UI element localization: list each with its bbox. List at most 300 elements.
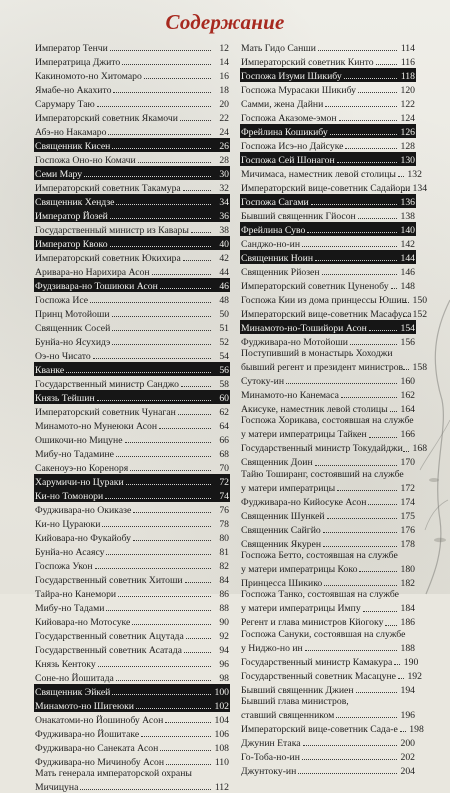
- toc-entry-page-number: 186: [400, 617, 415, 629]
- leader-dots: [368, 494, 397, 505]
- leader-dots: [159, 418, 211, 429]
- toc-entry: [240, 480, 416, 494]
- toc-entry-title: Сарумару Таю: [35, 98, 95, 110]
- leader-dots: [191, 222, 211, 233]
- toc-entry-title: Кийовара-но Фукайобу: [35, 532, 132, 544]
- toc-entry-title: Минамото-но-Тошийори Асон: [241, 322, 367, 334]
- toc-entry-page-number: 134: [412, 182, 428, 194]
- toc-entry: [240, 441, 428, 455]
- leader-dots: [315, 250, 397, 261]
- leader-dots: [122, 54, 211, 65]
- toc-entry-title: Государственный советник Хитоши: [35, 574, 183, 586]
- toc-entry: [34, 124, 230, 138]
- toc-entry-page-number: 34: [219, 196, 229, 208]
- toc-entry-title: Фудзивара-но Тошиюки Асон: [35, 280, 158, 292]
- toc-entry: [34, 768, 230, 779]
- toc-entry: [34, 502, 230, 516]
- leader-dots: [341, 387, 397, 398]
- leader-dots: [323, 536, 397, 547]
- leader-dots: [305, 640, 397, 651]
- toc-entry-page-number: 182: [400, 578, 415, 590]
- toc-entry: [240, 494, 416, 508]
- toc-entry-title: бывший регент и президент министров: [241, 362, 404, 373]
- leader-dots: [359, 561, 397, 572]
- toc-entry-page-number: 38: [219, 224, 229, 236]
- toc-entry-page-number: 106: [214, 728, 229, 740]
- leader-dots: [116, 446, 211, 457]
- toc-entry-page-number: 14: [219, 56, 229, 68]
- leader-dots: [324, 575, 397, 586]
- toc-entry-title: Императорский советник Такамура: [35, 182, 181, 194]
- toc-entry-title: Священник Доин: [241, 457, 313, 469]
- toc-entry: [240, 278, 416, 292]
- toc-entry-page-number: 42: [219, 252, 229, 264]
- toc-entry-title: Госпожа Аказоме-эмон: [241, 112, 337, 124]
- toc-entry-title: Госпожа Хорикава, состоявшая на службе: [241, 415, 414, 427]
- toc-entry: [240, 763, 416, 777]
- toc-entry: [34, 446, 230, 460]
- toc-entry-page-number: 12: [219, 42, 229, 54]
- toc-entry-title: ставший священником: [241, 710, 335, 722]
- toc-entry-page-number: 50: [219, 308, 229, 320]
- toc-entry: [34, 82, 230, 96]
- toc-entry: [240, 575, 416, 589]
- leader-dots: [66, 362, 211, 373]
- leader-dots: [144, 68, 211, 79]
- toc-entry-page-number: 162: [400, 390, 415, 401]
- leader-dots: [322, 264, 397, 275]
- toc-entry-title: Император Тенчи: [35, 42, 108, 54]
- leader-dots: [125, 432, 212, 443]
- toc-entry-title: Госпожа Кии из дома принцессы Юшин: [241, 294, 407, 306]
- leader-dots: [186, 628, 211, 639]
- toc-entry: [240, 208, 416, 222]
- toc-entry: [34, 600, 230, 614]
- toc-entry-title: Фудживара-но Йошитаке: [35, 728, 140, 740]
- toc-entry: [240, 550, 416, 561]
- toc-entry-page-number: 78: [219, 518, 229, 530]
- toc-entry-page-number: 198: [409, 724, 424, 736]
- toc-entry-title: Мичимаса, наместник левой столицы: [241, 168, 396, 180]
- toc-entry-title: Фудживара-но Санеката Асон: [35, 742, 159, 754]
- toc-entry: [34, 292, 230, 306]
- toc-entry: [240, 387, 416, 401]
- leader-dots: [97, 96, 211, 107]
- toc-entry-page-number: 142: [400, 238, 415, 250]
- toc-entry: [34, 572, 230, 586]
- leader-dots: [183, 180, 211, 191]
- leader-dots: [112, 306, 211, 317]
- toc-entry: [34, 670, 230, 684]
- toc-entry: [34, 642, 230, 656]
- toc-entry-title: Императорский вице-советник Масафуса: [241, 308, 412, 320]
- toc-entry: [240, 629, 416, 640]
- leader-dots: [178, 404, 211, 415]
- toc-column-left: [34, 40, 230, 793]
- toc-entry-page-number: 164: [400, 404, 415, 415]
- toc-entry-page-number: 202: [400, 752, 415, 764]
- toc-entry-page-number: 98: [219, 672, 229, 684]
- toc-entry: [240, 138, 416, 152]
- toc-entry: [34, 362, 230, 376]
- toc-entry-page-number: 40: [219, 238, 229, 250]
- toc-entry-page-number: 118: [400, 70, 415, 82]
- toc-entry-page-number: 168: [412, 443, 428, 455]
- toc-entry-title: Государственный советник Ацутада: [35, 630, 184, 642]
- toc-entry-title: у матери императрицы Импу: [241, 603, 361, 615]
- toc-entry-page-number: 82: [219, 560, 229, 572]
- toc-entry: [34, 40, 230, 54]
- toc-entry-page-number: 146: [400, 266, 415, 278]
- toc-entry-page-number: 76: [219, 504, 229, 516]
- leader-dots: [130, 460, 211, 471]
- toc-entry-title: Фрейлина Суво: [241, 224, 306, 236]
- leader-dots: [325, 96, 397, 107]
- toc-entry: [240, 82, 416, 96]
- toc-entry-page-number: 180: [400, 564, 415, 576]
- toc-entry-title: Минамото-но Канемаса: [241, 390, 339, 401]
- toc-entry: [34, 390, 230, 404]
- toc-entry-page-number: 96: [219, 658, 229, 670]
- toc-entry-title: Императорский советник Юкихира: [35, 252, 181, 264]
- toc-entry: [34, 334, 230, 348]
- toc-entry: [34, 474, 230, 488]
- leader-dots: [398, 166, 404, 177]
- toc-entry-page-number: 166: [400, 429, 415, 441]
- leader-dots: [298, 763, 397, 774]
- leader-dots: [315, 455, 397, 466]
- toc-entry-page-number: 144: [400, 252, 415, 264]
- toc-entry: [240, 68, 416, 82]
- toc-entry-title: Государственный министр Камакура: [241, 656, 393, 668]
- toc-entry-title: Самми, жена Дайни: [241, 98, 324, 110]
- leader-dots: [318, 40, 397, 51]
- toc-entry: [240, 668, 422, 682]
- toc-entry: [34, 460, 230, 474]
- toc-entry: [34, 222, 230, 236]
- toc-entry-page-number: 32: [219, 182, 229, 194]
- toc-entry-page-number: 156: [400, 336, 415, 348]
- toc-entry: [34, 779, 230, 793]
- toc-entry: [34, 740, 230, 754]
- toc-entry: [240, 601, 416, 615]
- toc-entry: [240, 373, 416, 387]
- toc-entry-page-number: 36: [219, 210, 229, 222]
- toc-entry-title: Бывший священник Гйосон: [241, 210, 356, 222]
- toc-entry-title: Госпожа Оно-но Комачи: [35, 154, 136, 166]
- toc-entry: [240, 654, 419, 668]
- toc-entry-title: Поступивший в монастырь Хоходжи: [241, 348, 393, 359]
- toc-entry-title: Кванке: [35, 364, 65, 376]
- toc-entry: [240, 334, 416, 348]
- toc-entry: [34, 68, 230, 82]
- toc-entry-page-number: 51: [219, 322, 229, 334]
- toc-entry-page-number: 120: [400, 84, 415, 96]
- toc-entry-title: Князь Кентоку: [35, 658, 96, 670]
- leader-dots: [184, 642, 211, 653]
- leader-dots: [108, 124, 211, 135]
- toc-entry-title: у матери императрицы Коко: [241, 564, 358, 576]
- toc-entry-title: Бывший священник Джиен: [241, 684, 354, 696]
- toc-entry-page-number: 20: [219, 98, 229, 110]
- toc-entry: [34, 194, 230, 208]
- leader-dots: [80, 779, 211, 790]
- leader-dots: [166, 754, 211, 765]
- toc-entry-page-number: 48: [219, 294, 229, 306]
- toc-entry-title: Мать Гидо Санши: [241, 42, 316, 54]
- toc-entry: [34, 348, 230, 362]
- leader-dots: [385, 615, 397, 626]
- toc-entry-title: Императорский советник Цуненобу: [241, 280, 389, 292]
- toc-entry: [34, 320, 230, 334]
- toc-entry-page-number: 66: [219, 434, 229, 446]
- leader-dots: [112, 138, 211, 149]
- leader-dots: [102, 516, 211, 527]
- leader-dots: [403, 359, 409, 370]
- toc-entry: [34, 656, 230, 670]
- toc-entry-page-number: 18: [219, 84, 229, 96]
- leader-dots: [337, 152, 397, 163]
- leader-dots: [403, 292, 409, 303]
- leader-dots: [185, 572, 211, 583]
- leader-dots: [369, 320, 397, 331]
- toc-entry-title: Государственный советник Масацуне: [241, 670, 396, 682]
- toc-entry: [240, 54, 416, 68]
- toc-entry: [34, 138, 230, 152]
- toc-entry-page-number: 94: [219, 644, 229, 656]
- toc-entry: [240, 292, 428, 306]
- toc-entry: [34, 558, 230, 572]
- toc-entry-title: Сутоку-ин: [241, 376, 285, 387]
- leader-dots: [84, 166, 211, 177]
- toc-entry: [240, 222, 416, 236]
- leader-dots: [93, 348, 211, 359]
- toc-entry: [34, 208, 230, 222]
- toc-entry-title: Священник Ноин: [241, 252, 314, 264]
- leader-dots: [394, 654, 400, 665]
- toc-entry: [34, 754, 230, 768]
- toc-entry-page-number: 184: [400, 603, 415, 615]
- toc-entry-page-number: 74: [219, 490, 229, 502]
- leader-dots: [181, 376, 211, 387]
- leader-dots: [403, 441, 409, 452]
- toc-entry-title: Священник Хендзе: [35, 196, 115, 208]
- toc-entry: [240, 707, 416, 721]
- leader-dots: [180, 110, 211, 121]
- leader-dots: [95, 558, 211, 569]
- toc-entry-title: Госпожа Бетто, состоявшая на службе: [241, 550, 398, 562]
- leader-dots: [390, 401, 397, 412]
- toc-entry-title: Фудживара-но Кийосуке Асон: [241, 496, 367, 508]
- toc-entry: [240, 320, 416, 334]
- leader-dots: [105, 488, 211, 499]
- leader-dots: [118, 586, 211, 597]
- toc-entry-page-number: 136: [400, 196, 415, 208]
- leader-dots: [116, 670, 211, 681]
- toc-column-right: [240, 40, 428, 778]
- toc-entry-title: Госпожа Сануки, состоявшая на службе: [241, 628, 406, 640]
- toc-entry-page-number: 128: [400, 140, 415, 152]
- toc-entry-title: Священник Кисен: [35, 140, 111, 152]
- toc-entry-page-number: 86: [219, 588, 229, 600]
- leader-dots: [183, 250, 211, 261]
- toc-entry-title: Священник Шункей: [241, 510, 325, 522]
- toc-entry: [240, 640, 416, 654]
- leader-dots: [403, 180, 409, 191]
- toc-entry: [34, 586, 230, 600]
- leader-dots: [152, 264, 211, 275]
- toc-entry: [34, 698, 230, 712]
- toc-entry-page-number: 90: [219, 616, 229, 628]
- leader-dots: [110, 40, 211, 51]
- toc-entry-title: Минамото-но Мунеюки Асон: [35, 420, 158, 432]
- toc-entry-title: Госпожа Укон: [35, 560, 93, 572]
- leader-dots: [356, 682, 397, 693]
- toc-entry-title: Какиномото-но Хитомаро: [35, 70, 142, 82]
- toc-entry-title: Минамото-но Шигеюки: [35, 700, 134, 712]
- toc-entry-page-number: 154: [400, 322, 415, 334]
- toc-entry-title: Го-Тоба-но-ин: [241, 752, 300, 764]
- toc-entry: [240, 696, 416, 707]
- toc-entry-title: Абэ-но Накамаро: [35, 126, 107, 138]
- toc-entry: [34, 516, 230, 530]
- toc-entry-page-number: 54: [219, 350, 229, 362]
- leader-dots: [400, 721, 406, 732]
- leader-dots: [113, 82, 211, 93]
- toc-entry: [34, 306, 230, 320]
- toc-entry-title: Император Квоко: [35, 238, 108, 250]
- toc-entry-page-number: 124: [400, 112, 415, 124]
- toc-entry-page-number: 84: [219, 574, 229, 586]
- toc-entry-page-number: 110: [214, 756, 229, 768]
- leader-dots: [311, 194, 397, 205]
- toc-entry: [240, 749, 416, 763]
- toc-entry-page-number: 104: [214, 714, 229, 726]
- toc-entry-page-number: 102: [214, 700, 229, 712]
- leader-dots: [398, 668, 404, 679]
- toc-entry: [240, 455, 416, 469]
- leader-dots: [106, 600, 211, 611]
- leader-dots: [302, 749, 397, 760]
- toc-entry-page-number: 132: [407, 168, 422, 180]
- toc-entry: [34, 166, 230, 180]
- toc-entry-page-number: 60: [219, 392, 229, 404]
- leader-dots: [350, 334, 397, 345]
- toc-entry: [240, 236, 416, 250]
- toc-entry-page-number: 190: [403, 656, 419, 668]
- toc-entry-page-number: 26: [219, 140, 229, 152]
- toc-entry-page-number: 68: [219, 448, 229, 460]
- toc-entry-page-number: 152: [412, 308, 428, 320]
- toc-entry-title: Мать генерала императорской охраны: [35, 768, 192, 779]
- toc-entry-title: Фудживара-но Окикaзе: [35, 504, 132, 516]
- toc-entry-title: Харумичи-но Цураки: [35, 476, 124, 488]
- leader-dots: [345, 138, 397, 149]
- toc-entry: [240, 735, 416, 749]
- toc-entry-page-number: 130: [400, 154, 415, 166]
- toc-entry-page-number: 114: [400, 42, 415, 54]
- leader-dots: [98, 656, 211, 667]
- toc-entry-page-number: 64: [219, 420, 229, 432]
- leader-dots: [376, 54, 397, 65]
- leader-dots: [344, 68, 397, 79]
- toc-entry: [34, 54, 230, 68]
- leader-dots: [126, 474, 211, 485]
- toc-entry-title: Госпожа Сей Шонагон: [241, 154, 335, 166]
- toc-entry-page-number: 24: [219, 126, 229, 138]
- toc-entry-title: Соне-но Йошитада: [35, 672, 114, 684]
- toc-entry-title: Священник Рйозен: [241, 266, 320, 278]
- leader-dots: [339, 110, 397, 121]
- toc-entry: [34, 418, 230, 432]
- toc-entry-page-number: 174: [400, 496, 415, 508]
- toc-entry-title: Императорский вице-советник Сада-е: [241, 724, 398, 736]
- toc-entry-title: Сакеноуэ-но Кореноря: [35, 462, 129, 474]
- toc-entry-title: Семи Мару: [35, 168, 83, 180]
- toc-entry-title: Госпожа Исэ-но Дайсуке: [241, 140, 344, 152]
- leader-dots: [323, 522, 397, 533]
- toc-entry-title: Госпожа Танко, состоявшая на службе: [241, 589, 399, 601]
- toc-entry-page-number: 88: [219, 602, 229, 614]
- leader-dots: [138, 152, 211, 163]
- toc-entry-title: Императорский вице-советник Садайори: [241, 182, 411, 194]
- leader-dots: [327, 508, 397, 519]
- toc-entry-title: у матери императрицы: [241, 482, 336, 494]
- toc-entry: [34, 110, 230, 124]
- leader-dots: [110, 236, 211, 247]
- leader-dots: [330, 124, 397, 135]
- leader-dots: [391, 278, 397, 289]
- leader-dots: [141, 726, 211, 737]
- toc-entry-title: Бывший глава министров,: [241, 696, 349, 708]
- toc-entry: [240, 359, 428, 373]
- toc-entry-page-number: 112: [214, 782, 229, 793]
- toc-entry-page-number: 140: [400, 224, 415, 236]
- toc-entry: [34, 530, 230, 544]
- toc-entry: [34, 264, 230, 278]
- toc-entry-title: Госпожа Мурасаки Шикибу: [241, 84, 356, 96]
- toc-entry-title: Тайю Тоширанг, состоявший на службе: [241, 468, 404, 480]
- toc-entry-page-number: 158: [412, 362, 428, 373]
- toc-entry-page-number: 196: [400, 710, 415, 722]
- toc-entry-title: Кийовара-но Мотосуке: [35, 616, 131, 628]
- toc-entry: [240, 682, 416, 696]
- toc-entry: [240, 469, 416, 480]
- toc-entry-title: Мичицуна: [35, 782, 79, 793]
- toc-entry-page-number: 192: [407, 670, 422, 682]
- leader-dots: [358, 208, 397, 219]
- toc-entry-page-number: 58: [219, 378, 229, 390]
- toc-entry-page-number: 138: [400, 210, 415, 222]
- toc-entry-title: Императрица Джито: [35, 56, 121, 68]
- toc-entry: [34, 236, 230, 250]
- toc-entry-page-number: 148: [400, 280, 415, 292]
- leader-dots: [106, 544, 211, 555]
- toc-entry-title: Оэ-но Чисато: [35, 350, 91, 362]
- toc-entry-page-number: 126: [400, 126, 415, 138]
- toc-entry: [240, 124, 416, 138]
- toc-entry-title: Императорский советник Якамочи: [35, 112, 178, 124]
- toc-entry-title: Ошикочи-но Мицуне: [35, 434, 123, 446]
- toc-entry-page-number: 28: [219, 154, 229, 166]
- toc-entry-title: Священник Сосей: [35, 322, 111, 334]
- toc-entry-page-number: 172: [400, 482, 415, 494]
- toc-entry-page-number: 80: [219, 532, 229, 544]
- toc-entry: [34, 726, 230, 740]
- leader-dots: [97, 390, 211, 401]
- leader-dots: [358, 82, 397, 93]
- toc-entry-title: Фрейлина Кошикибу: [241, 126, 328, 138]
